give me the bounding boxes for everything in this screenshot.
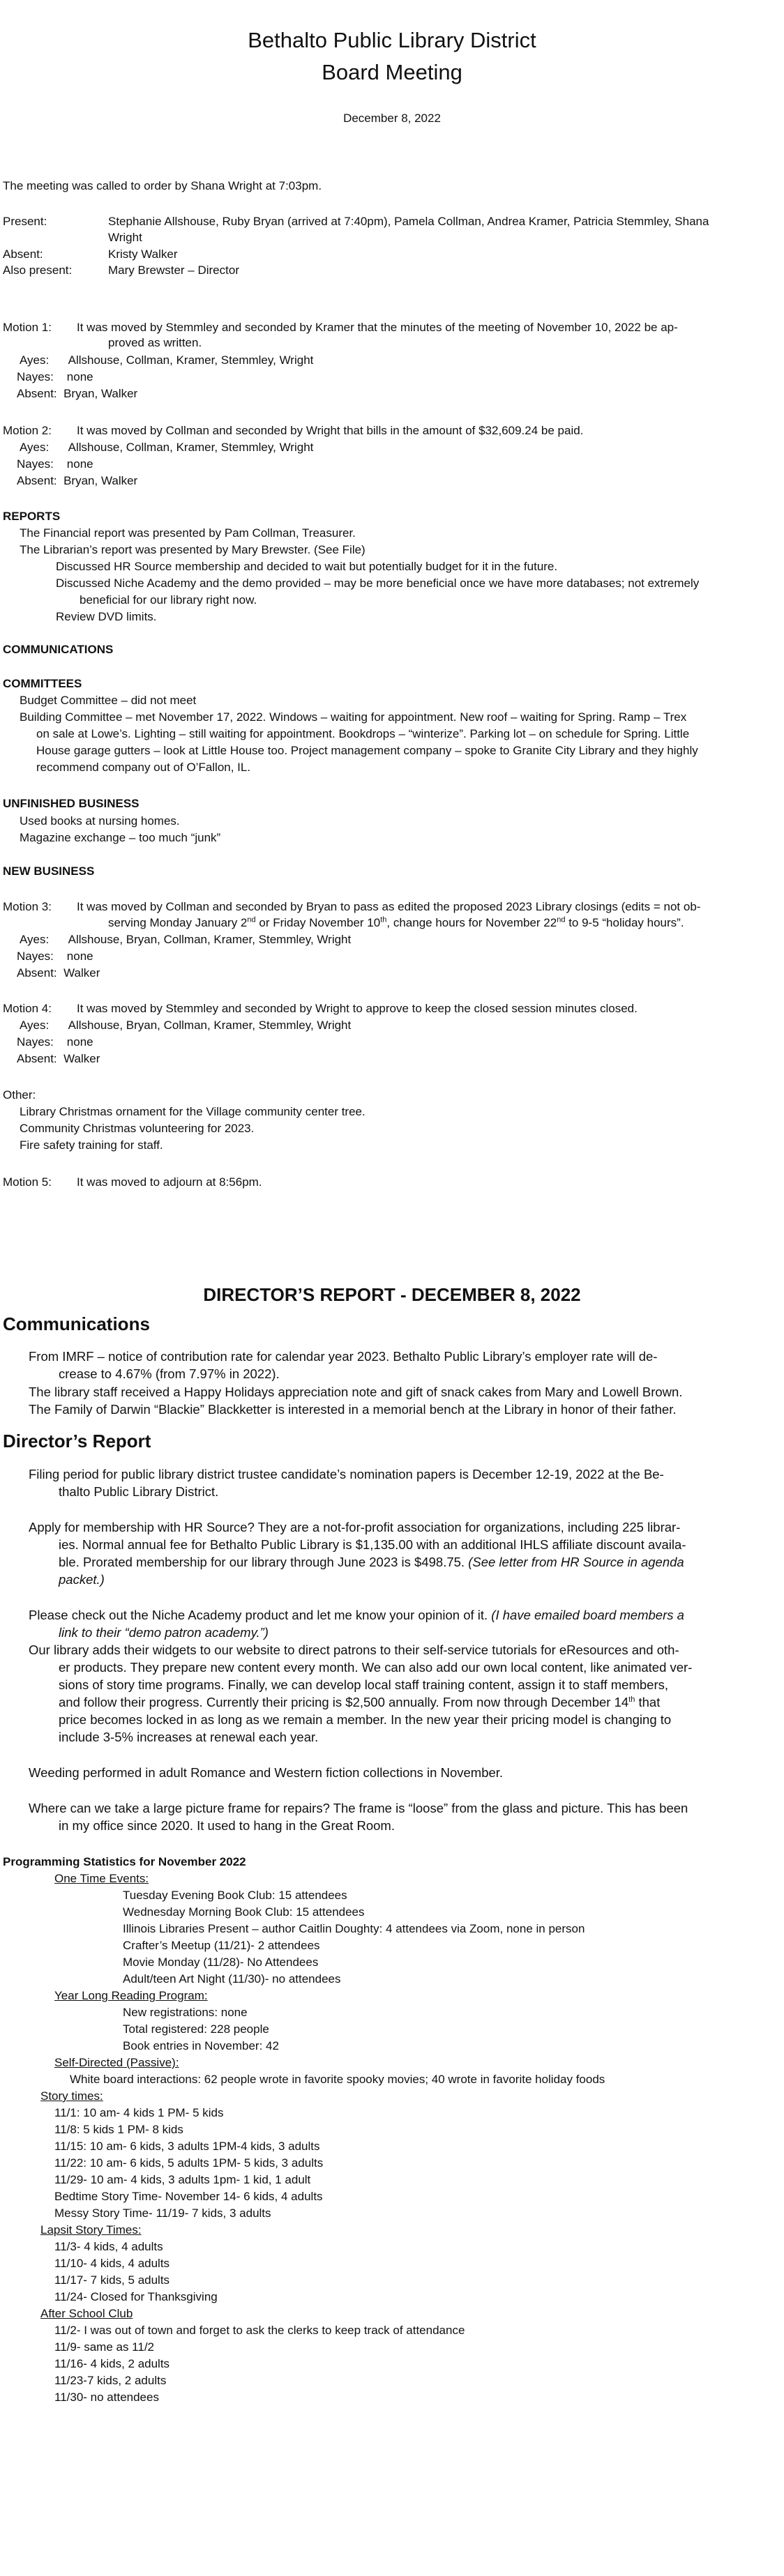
motion-3-nayes: Nayes: none — [17, 950, 93, 963]
building-committee-cont-1: on sale at Lowe’s. Lighting – still waiting for appointment. Bookdrops – “winterize”. Parking lot – on schedule for Spring. Little — [36, 727, 690, 740]
financial-report: The Financial report was presented by Pam Collman, Treasurer. — [20, 526, 356, 540]
librarian-report: The Librarian’s report was presented by Mary Brewster. (See File) — [20, 543, 365, 556]
motion-2-absent: Absent: Bryan, Walker — [17, 474, 138, 487]
widgets-para-cont-2: sions of story time programs. Finally, we can develop local staff training content, assign it to staff members, — [59, 1677, 669, 1692]
motion-4-absent: Absent: Walker — [17, 1052, 100, 1065]
other-item-volunteering: Community Christmas volunteering for 2023. — [20, 1122, 255, 1135]
imrf-notice-cont: crease to 4.67% (from 7.97% in 2022). — [59, 1366, 280, 1381]
director-report-title: DIRECTOR’S REPORT - DECEMBER 8, 2022 — [203, 1284, 581, 1305]
report-item-niche: Discussed Niche Academy and the demo provided – may be more beneficial once we have more databases; not extremely — [56, 577, 700, 590]
motion-2-text: It was moved by Collman and seconded by Wright that bills in the amount of $32,609.24 be paid. — [77, 424, 584, 437]
motion-5-label: Motion 5: — [3, 1175, 52, 1189]
reports-heading: REPORTS — [3, 510, 61, 523]
widgets-para-cont-4: price becomes locked in as long as we remain a member. In the new year their pricing model is changing to — [59, 1712, 672, 1727]
list-item: 11/2- I was out of town and forget to ask the clerks to keep track of attendance — [54, 2324, 465, 2337]
list-item: 11/29- 10 am- 4 kids, 3 adults 1pm- 1 kid, 1 adult — [54, 2173, 311, 2186]
budget-committee: Budget Committee – did not meet — [20, 694, 197, 707]
absent-value: Kristy Walker — [108, 247, 178, 261]
absent-label: Absent: — [3, 247, 43, 261]
niche-para: Please check out the Niche Academy product and let me know your opinion of it. (I have emailed board members a — [29, 1608, 684, 1622]
list-item: Illinois Libraries Present – author Caitlin Doughty: 4 attendees via Zoom, none in person — [123, 1922, 585, 1935]
other-item-ornament: Library Christmas ornament for the Village community center tree. — [20, 1105, 365, 1118]
list-item: 11/30- no attendees — [54, 2391, 159, 2404]
also-present-value: Mary Brewster – Director — [108, 264, 239, 277]
motion-4-label: Motion 4: — [3, 1002, 52, 1015]
motion-1-absent: Absent: Bryan, Walker — [17, 387, 138, 400]
motion-3-ayes: Ayes: Allshouse, Bryan, Collman, Kramer, Stemmley, Wright — [20, 933, 352, 946]
motion-1-ayes: Ayes: Allshouse, Collman, Kramer, Stemmley, Wright — [20, 353, 314, 367]
frame-para: Where can we take a large picture frame for repairs? The frame is “loose” from the glass and picture. This has been — [29, 1801, 688, 1815]
motion-5-text: It was moved to adjourn at 8:56pm. — [77, 1175, 262, 1189]
self-directed-heading: Self-Directed (Passive): — [54, 2056, 179, 2069]
list-item: 11/10- 4 kids, 4 adults — [54, 2257, 170, 2270]
hr-source-para: Apply for membership with HR Source? They are a not-for-profit association for organizations, including 225 librar- — [29, 1520, 681, 1534]
communications-heading: COMMUNICATIONS — [3, 643, 114, 656]
other-item-fire-safety: Fire safety training for staff. — [20, 1138, 163, 1152]
widgets-para-cont-3: and follow their progress. Currently their pricing is $2,500 annually. From now through December 14th that — [59, 1695, 661, 1709]
after-school-heading: After School Club — [40, 2307, 133, 2320]
list-item: 11/22: 10 am- 6 kids, 5 adults 1PM- 5 kids, 3 adults — [54, 2156, 324, 2170]
lapsit-heading: Lapsit Story Times: — [40, 2223, 142, 2236]
report-item-niche-cont: beneficial for our library right now. — [80, 593, 257, 607]
list-item: 11/23-7 kids, 2 adults — [54, 2374, 167, 2387]
list-item: 11/1: 10 am- 4 kids 1 PM- 5 kids — [54, 2106, 224, 2119]
board-title: Bethalto Public Library District — [248, 28, 536, 52]
present-value: Stephanie Allshouse, Ruby Bryan (arrived at 7:40pm), Pamela Collman, Andrea Kramer, Patricia Stemmley, Shana — [108, 215, 709, 228]
building-committee-cont-3: recommend company out of O’Fallon, IL. — [36, 761, 251, 774]
widgets-para: Our library adds their widgets to our website to direct patrons to their self-service tutorials for eResources and oth- — [29, 1643, 679, 1657]
widgets-para-cont-5: include 3-5% increases at renewal each year. — [59, 1730, 319, 1744]
meeting-date: December 8, 2022 — [343, 112, 441, 125]
imrf-notice: From IMRF – notice of contribution rate for calendar year 2023. Bethalto Public Library’s employer rate will de- — [29, 1349, 658, 1364]
motion-4-nayes: Nayes: none — [17, 1035, 93, 1049]
report-item-hr-source: Discussed HR Source membership and decided to wait but potentially budget for it in the future. — [56, 560, 558, 573]
list-item: 11/9- same as 11/2 — [54, 2340, 155, 2354]
list-item: Book entries in November: 42 — [123, 2039, 279, 2052]
list-item: Tuesday Evening Book Club: 15 attendees — [123, 1889, 347, 1902]
committees-heading: COMMITTEES — [3, 677, 82, 690]
memorial-bench: The Family of Darwin “Blackie” Blackketter is interested in a memorial bench at the Library in honor of their father. — [29, 1402, 677, 1417]
story-times-heading: Story times: — [40, 2089, 103, 2103]
widgets-para-cont-1: er products. They prepare new content every month. We can also add our own local content, like animated ver- — [59, 1660, 693, 1675]
call-to-order: The meeting was called to order by Shana Wright at 7:03pm. — [3, 179, 322, 192]
list-item: 11/8: 5 kids 1 PM- 8 kids — [54, 2123, 183, 2136]
list-item: Bedtime Story Time- November 14- 6 kids, 4 adults — [54, 2190, 323, 2203]
list-item: 11/24- Closed for Thanksgiving — [54, 2290, 218, 2303]
new-business-heading: NEW BUSINESS — [3, 864, 95, 878]
list-item: Crafter’s Meetup (11/21)- 2 attendees — [123, 1939, 320, 1952]
list-item: 11/16- 4 kids, 2 adults — [54, 2357, 170, 2370]
motion-1-text-cont: proved as written. — [108, 336, 202, 349]
niche-para-cont: link to their “demo patron academy.”) — [59, 1625, 269, 1640]
motion-4-ayes: Ayes: Allshouse, Bryan, Collman, Kramer, Stemmley, Wright — [20, 1019, 352, 1032]
list-item: Wednesday Morning Book Club: 15 attendees — [123, 1905, 365, 1919]
programming-heading: Programming Statistics for November 2022 — [3, 1855, 246, 1868]
filing-period: Filing period for public library district trustee candidate’s nomination papers is December 12-19, 2022 at the Be- — [29, 1467, 664, 1481]
motion-2-label: Motion 2: — [3, 424, 52, 437]
motion-2-nayes: Nayes: none — [17, 457, 93, 471]
motion-3-absent: Absent: Walker — [17, 966, 100, 980]
hr-source-para-cont-2: ble. Prorated membership for our library through June 2023 is $498.75. (See letter from HR Source in agenda — [59, 1555, 684, 1569]
frame-para-cont: in my office since 2020. It used to hang in the Great Room. — [59, 1818, 395, 1833]
motion-1-nayes: Nayes: none — [17, 370, 93, 383]
unfinished-item-books: Used books at nursing homes. — [20, 814, 180, 828]
motion-4-text: It was moved by Stemmley and seconded by Wright to approve to keep the closed session minutes closed. — [77, 1002, 638, 1015]
list-item: Messy Story Time- 11/19- 7 kids, 3 adults — [54, 2207, 271, 2220]
motion-3-label: Motion 3: — [3, 900, 52, 913]
unfinished-item-magazine: Magazine exchange – too much “junk” — [20, 831, 221, 844]
hr-source-para-cont-1: ies. Normal annual fee for Bethalto Public Library is $1,135.00 with an additional IHLS affiliate discount availa- — [59, 1537, 686, 1552]
filing-period-cont: thalto Public Library District. — [59, 1484, 219, 1499]
motion-3-text-cont: serving Monday January 2nd or Friday November 10th, change hours for November 22nd to 9-5 “holiday hours”. — [108, 915, 684, 929]
dr-communications-heading: Communications — [3, 1313, 150, 1334]
board-subtitle: Board Meeting — [322, 60, 462, 84]
motion-1-label: Motion 1: — [3, 321, 52, 334]
present-value-cont: Wright — [108, 231, 142, 244]
motion-3-text: It was moved by Collman and seconded by Bryan to pass as edited the proposed 2023 Library closings (edits = not ob- — [77, 900, 701, 913]
list-item: Adult/teen Art Night (11/30)- no attendees — [123, 1972, 341, 1986]
list-item: White board interactions: 62 people wrote in favorite spooky movies; 40 wrote in favorite holiday foods — [70, 2073, 605, 2086]
weeding-para: Weeding performed in adult Romance and Western fiction collections in November. — [29, 1765, 504, 1780]
report-item-dvd: Review DVD limits. — [56, 610, 157, 623]
list-item: 11/15: 10 am- 6 kids, 3 adults 1PM-4 kids, 3 adults — [54, 2140, 320, 2153]
other-heading: Other: — [3, 1088, 36, 1102]
list-item: 11/3- 4 kids, 4 adults — [54, 2240, 163, 2253]
list-item: New registrations: none — [123, 2006, 248, 2019]
building-committee-cont-2: House garage gutters – look at Little House too. Project management company – spoke to Granite City Library and they highly — [36, 744, 698, 757]
motion-2-ayes: Ayes: Allshouse, Collman, Kramer, Stemmley, Wright — [20, 441, 314, 454]
motion-1-text: It was moved by Stemmley and seconded by Kramer that the minutes of the meeting of November 10, 2022 be ap- — [77, 321, 678, 334]
building-committee: Building Committee – met November 17, 2022. Windows – waiting for appointment. New roof – waiting for Spring. Ramp – Trex — [20, 710, 687, 724]
list-item: Movie Monday (11/28)- No Attendees — [123, 1956, 319, 1969]
list-item: 11/17- 7 kids, 5 adults — [54, 2273, 170, 2287]
dr-directors-heading: Director’s Report — [3, 1431, 151, 1451]
one-time-heading: One Time Events: — [54, 1872, 149, 1885]
also-present-label: Also present: — [3, 264, 73, 277]
list-item: Total registered: 228 people — [123, 2022, 269, 2036]
hr-source-para-cont-3: packet.) — [59, 1572, 105, 1587]
holidays-note: The library staff received a Happy Holidays appreciation note and gift of snack cakes from Mary and Lowell Brown. — [29, 1385, 683, 1399]
present-label: Present: — [3, 215, 47, 228]
unfinished-heading: UNFINISHED BUSINESS — [3, 797, 140, 810]
year-long-heading: Year Long Reading Program: — [54, 1989, 208, 2002]
